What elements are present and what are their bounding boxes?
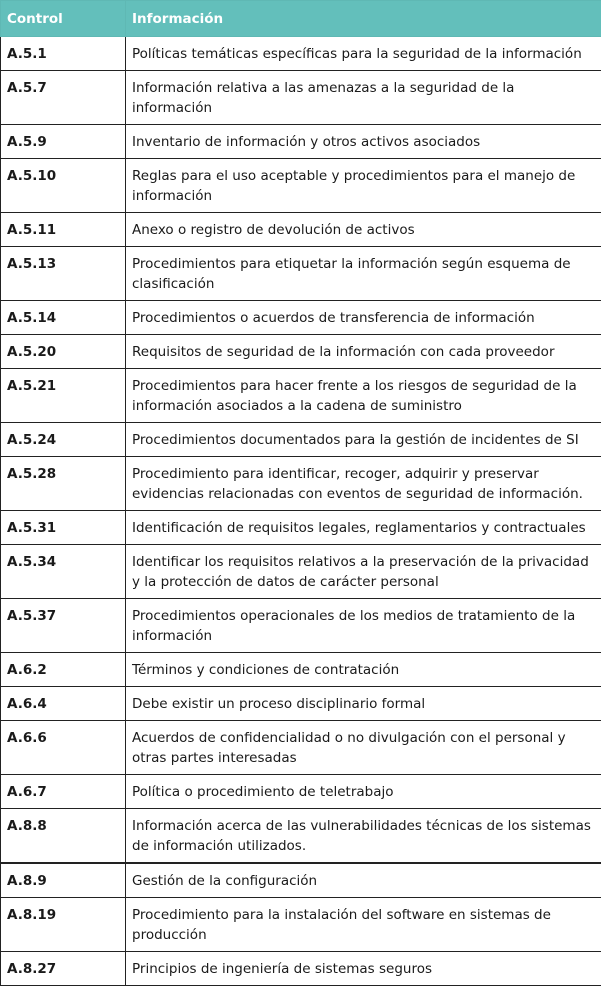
table-row <box>1 653 601 687</box>
control-code: A.6.6 <box>1 721 126 775</box>
control-info: Procedimientos para etiquetar la información según esquema de clasificación <box>126 247 601 301</box>
table-header-row <box>1 1 601 37</box>
table-row <box>1 457 601 511</box>
table-row <box>1 952 601 986</box>
control-code: A.5.28 <box>1 457 126 511</box>
control-info: Identificación de requisitos legales, reglamentarios y contractuales <box>126 511 601 545</box>
table-row <box>1 335 601 369</box>
column-header-control: Control <box>1 1 126 37</box>
control-info: Principios de ingeniería de sistemas seguros <box>126 952 601 986</box>
control-info: Procedimientos operacionales de los medios de tratamiento de la información <box>126 599 601 653</box>
control-info: Políticas temáticas específicas para la seguridad de la información <box>126 37 601 71</box>
control-code: A.5.10 <box>1 159 126 213</box>
table-row <box>1 213 601 247</box>
control-info: Procedimiento para identificar, recoger, adquirir y preservar evidencias relacionadas con eventos de seguridad de información. <box>126 457 601 511</box>
control-info: Debe existir un proceso disciplinario formal <box>126 687 601 721</box>
table-row <box>1 301 601 335</box>
control-code: A.5.7 <box>1 71 126 125</box>
table-row <box>1 511 601 545</box>
control-code: A.5.1 <box>1 37 126 71</box>
table-row <box>1 247 601 301</box>
control-info: Procedimientos para hacer frente a los riesgos de seguridad de la información asociados a la cadena de suministro <box>126 369 601 423</box>
control-info: Requisitos de seguridad de la información con cada proveedor <box>126 335 601 369</box>
control-info: Inventario de información y otros activos asociados <box>126 125 601 159</box>
control-code: A.5.21 <box>1 369 126 423</box>
control-code: A.5.13 <box>1 247 126 301</box>
control-code: A.5.9 <box>1 125 126 159</box>
table-row <box>1 37 601 71</box>
control-code: A.6.7 <box>1 775 126 809</box>
control-info: Anexo o registro de devolución de activos <box>126 213 601 247</box>
control-code: A.8.19 <box>1 898 126 952</box>
control-info: Términos y condiciones de contratación <box>126 653 601 687</box>
control-code: A.5.34 <box>1 545 126 599</box>
table-row <box>1 599 601 653</box>
control-code: A.8.27 <box>1 952 126 986</box>
table-row <box>1 687 601 721</box>
control-code: A.5.31 <box>1 511 126 545</box>
column-header-informacion: Información <box>126 1 601 37</box>
control-info: Gestión de la configuración <box>126 863 601 898</box>
control-info: Procedimientos o acuerdos de transferencia de información <box>126 301 601 335</box>
control-info: Identificar los requisitos relativos a la preservación de la privacidad y la protección de datos de carácter personal <box>126 545 601 599</box>
table-row <box>1 125 601 159</box>
control-code: A.8.8 <box>1 809 126 864</box>
table-row <box>1 71 601 125</box>
control-code: A.6.4 <box>1 687 126 721</box>
control-info: Política o procedimiento de teletrabajo <box>126 775 601 809</box>
control-info: Procedimiento para la instalación del software en sistemas de producción <box>126 898 601 952</box>
table-row <box>1 809 601 864</box>
control-info: Acuerdos de confidencialidad o no divulgación con el personal y otras partes interesadas <box>126 721 601 775</box>
control-info: Información acerca de las vulnerabilidades técnicas de los sistemas de información utilizados. <box>126 809 601 864</box>
control-code: A.5.20 <box>1 335 126 369</box>
table-row <box>1 545 601 599</box>
table-row <box>1 863 601 898</box>
control-info: Reglas para el uso aceptable y procedimientos para el manejo de información <box>126 159 601 213</box>
control-code: A.5.24 <box>1 423 126 457</box>
control-code: A.5.14 <box>1 301 126 335</box>
control-info: Procedimientos documentados para la gestión de incidentes de SI <box>126 423 601 457</box>
control-code: A.6.2 <box>1 653 126 687</box>
table-row <box>1 369 601 423</box>
table-row <box>1 898 601 952</box>
table-row <box>1 423 601 457</box>
control-info: Información relativa a las amenazas a la seguridad de la información <box>126 71 601 125</box>
table-row <box>1 775 601 809</box>
control-code: A.8.9 <box>1 863 126 898</box>
control-code: A.5.37 <box>1 599 126 653</box>
table-row <box>1 721 601 775</box>
table-row <box>1 159 601 213</box>
control-code: A.5.11 <box>1 213 126 247</box>
